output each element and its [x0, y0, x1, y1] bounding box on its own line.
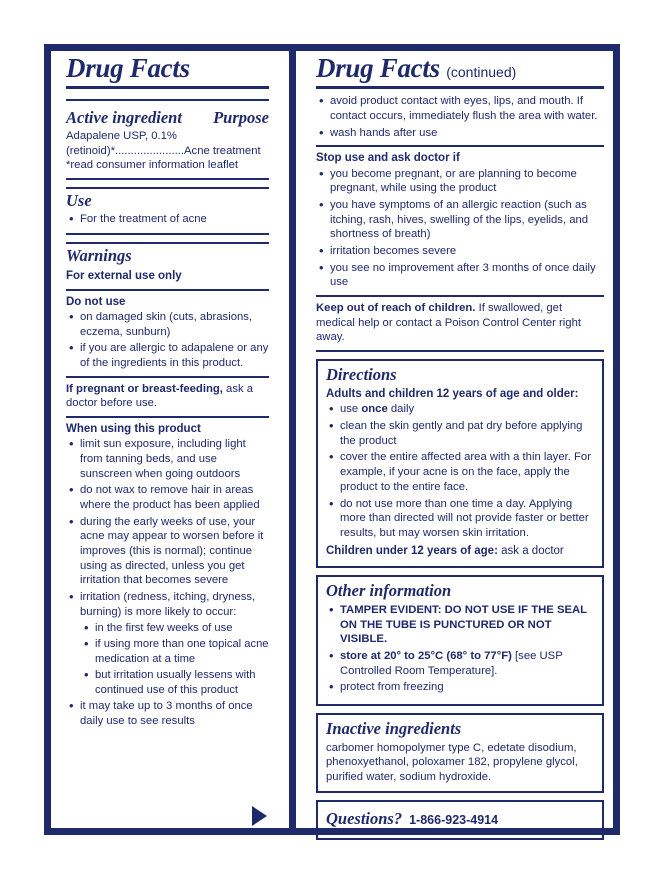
stop-use-heading: Stop use and ask doctor if [316, 152, 460, 165]
list-item: • you become pregnant, or are planning to become pregnant, while using the product [330, 167, 604, 196]
questions-heading: Questions? [326, 809, 403, 829]
right-column [316, 53, 604, 829]
direction-pre: use [340, 403, 362, 416]
list-item: • wash hands after use [330, 126, 604, 141]
direction-post: daily [387, 403, 415, 416]
other-info-bold: store at 20° to 25°C (68° to 77°F) [340, 649, 512, 662]
when-using-list [66, 437, 269, 728]
warnings-rule-1 [66, 289, 269, 291]
keep-out-bold: Keep out of reach of children. [316, 302, 476, 315]
keep-out-rest: If swallowed, get medical help or contact a Poison Control Center right away. [316, 302, 581, 344]
other-information-section [316, 575, 604, 706]
active-ingredient-line2: (retinoid)*......................Acne treatment [66, 144, 261, 157]
list-item: • do not use more than one time a day. Applying more than directed will not provide faster or better results, but may worsen skin irritation. [340, 497, 594, 541]
list-item [340, 603, 594, 647]
irritation-sublist [80, 621, 269, 698]
directions-heading: Directions [326, 365, 397, 385]
list-item: • but irritation usually lessens with continued use of this product [95, 668, 269, 697]
when-using-heading: When using this product [66, 423, 201, 436]
list-item: • For the treatment of acne [80, 212, 269, 227]
warnings-heading: Warnings [66, 246, 132, 266]
left-column [66, 54, 269, 826]
active-ingredient-heading: Active ingredient [66, 108, 182, 128]
pregnant-note-bold: If pregnant or breast-feeding, [66, 382, 223, 395]
drug-facts-continued-header [316, 54, 604, 89]
do-not-use-heading: Do not use [66, 295, 126, 308]
children-bold: Children under 12 years of age: [326, 544, 498, 557]
do-not-use-list [66, 310, 269, 371]
continued-label: (continued) [446, 64, 517, 80]
list-item [340, 649, 594, 678]
use-heading: Use [66, 190, 92, 210]
list-item: • limit sun exposure, including light from tanning beds, and use sunscreen when going outdoors [80, 437, 269, 481]
warnings-section [66, 242, 269, 735]
list-item: • irritation becomes severe [330, 244, 604, 259]
list-item: • if you are allergic to adapalene or any of the ingredients in this product. [80, 341, 269, 370]
other-info-rest: protect from freezing [340, 681, 444, 694]
inactive-ingredients-heading: Inactive ingredients [326, 718, 462, 738]
title-rule-right [316, 86, 604, 89]
title-rule [66, 86, 269, 89]
direction-bold: once [361, 403, 388, 416]
pregnant-note-rest: ask a doctor before use. [66, 382, 254, 410]
keep-out-rule [316, 295, 604, 297]
other-information-heading: Other information [326, 580, 452, 600]
list-item: • you have symptoms of an allergic reaction (such as itching, rash, hives, swelling of the lips, eyelids, and shortness of breath) [330, 198, 604, 242]
list-item: • cover the entire affected area with a thin layer. For example, if your acne is on the face, apply the product to the entire face. [340, 450, 594, 494]
questions-section [316, 800, 604, 840]
children-note [326, 544, 594, 558]
page-title-text: Drug Facts [316, 53, 440, 83]
warnings-rule-2 [66, 376, 269, 378]
list-item: • do not wax to remove hair in areas where the product has been applied [80, 483, 269, 512]
page-title-continued [316, 54, 604, 82]
inactive-ingredients-section [316, 713, 604, 793]
questions-phone[interactable]: 1-866-923-4914 [409, 813, 499, 828]
children-rest: ask a doctor [497, 544, 564, 557]
stop-use-rule [316, 145, 604, 147]
keep-out-of-reach-note [316, 301, 604, 345]
list-item: • during the early weeks of use, your acne may appear to worsen before it improves (this is normal); continue using as directed, unless you get irritation that becomes severe [80, 515, 269, 588]
directions-section [316, 359, 604, 568]
pregnant-note [66, 382, 269, 411]
list-item: • clean the skin gently and pat dry before applying the product [340, 419, 594, 448]
warnings-continued-list [316, 94, 604, 140]
list-item [340, 680, 594, 695]
directions-list [326, 402, 594, 540]
warnings-continued-section [316, 94, 604, 352]
active-ingredient-footnote: *read consumer information leaflet [66, 159, 239, 172]
warnings-rule-3 [66, 416, 269, 418]
active-ingredient-line1: Adapalene USP, 0.1% [66, 130, 177, 143]
stop-use-list [316, 167, 604, 290]
list-item: • you see no improvement after 3 months of once daily use [330, 261, 604, 290]
list-item [80, 590, 269, 697]
inactive-ingredients-text: carbomer homopolymer type C, edetate disodium, phenoxyethanol, poloxamer 182, propylene glycol, purified water, sodium hydroxide. [326, 741, 578, 783]
other-info-rest: [see USP Controlled Room Temperature]. [340, 649, 563, 677]
list-item [340, 402, 594, 417]
triangle-right-icon [252, 806, 267, 826]
page-title: Drug Facts [66, 53, 190, 83]
column-divider [289, 44, 296, 835]
use-list [66, 212, 269, 227]
purpose-heading: Purpose [213, 108, 269, 128]
active-ingredient-section [66, 108, 269, 179]
irritation-text: irritation (redness, itching, dryness, burning) is more likely to occur: [80, 591, 256, 618]
other-info-bold: TAMPER EVIDENT: DO NOT USE IF THE SEAL ON THE TUBE IS PUNCTURED OR NOT VISIBLE. [340, 603, 587, 646]
external-use-text: For external use only [66, 270, 182, 283]
list-item: • avoid product contact with eyes, lips, and mouth. If contact occurs, immediately flush the area with water. [330, 94, 604, 123]
other-information-list [326, 603, 594, 695]
adults-heading: Adults and children 12 years of age and older: [326, 388, 579, 401]
list-item: • if using more than one topical acne medication at a time [95, 637, 269, 666]
drug-facts-header [66, 54, 269, 101]
list-item: • on damaged skin (cuts, abrasions, eczema, sunburn) [80, 310, 269, 339]
list-item: • in the first few weeks of use [95, 621, 269, 636]
use-section [66, 187, 269, 236]
list-item: • it may take up to 3 months of once daily use to see results [80, 699, 269, 728]
